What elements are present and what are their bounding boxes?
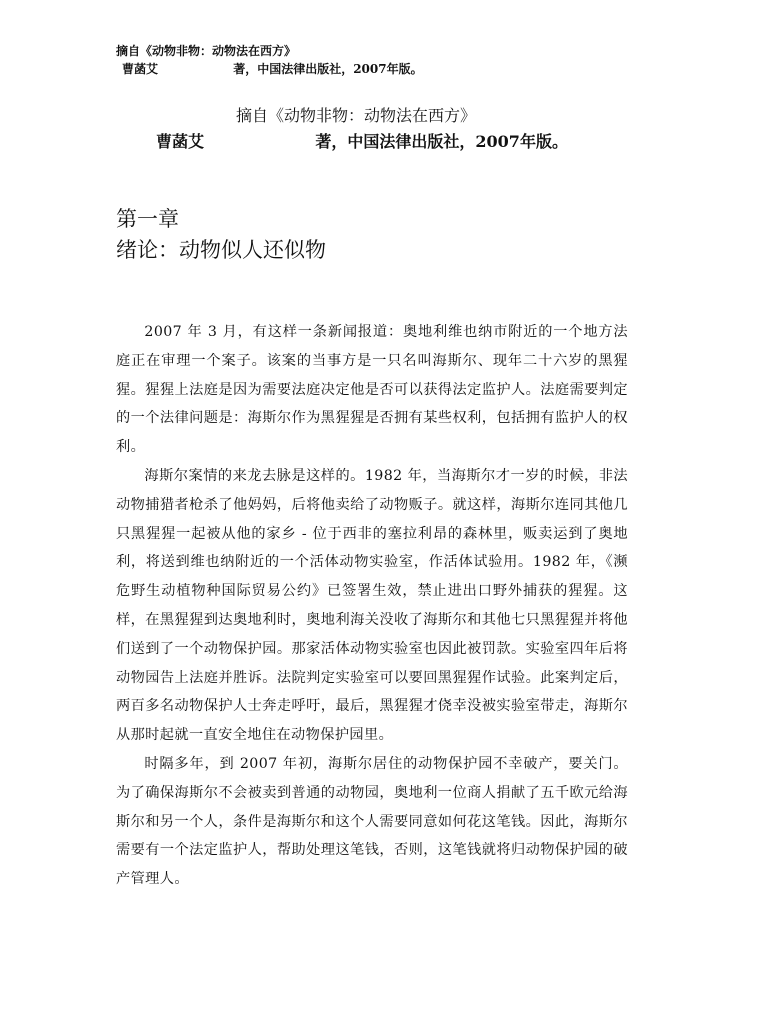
paragraph: 海斯尔案情的来龙去脉是这样的。1982 年，当海斯尔才一岁的时候，非法动物捕猎者枪杀了他妈妈，后将他卖给了动物贩子。就这样，海斯尔连同其他几只黑猩猩一起被从他的家乡 - 位于西非的塞拉利昂的森林里，贩卖运到了奥地利，将送到维也纳附近的一个活体动物实验室，作活体试验用。1982 年，《濒危野生动植物种国际贸易公约》已签署生效，禁止进出口野外捕获的猩猩。这样，在黑猩猩到达奥地利时，奥地利海关没收了海斯尔和其他七只黑猩猩并将他们送到了一个动物保护园。那家活体动物实验室也因此被罚款。实验室四年后将动物园告上法庭并胜诉。法院判定实验室可以要回黑猩猩作试验。此案判定后，两百多名动物保护人士奔走呼吁，最后，黑猩猩才侥幸没被实验室带走，海斯尔从那时起就一直安全地住在动物保护园里。 — [116, 467, 628, 744]
title-source-line: 摘自《动物非物：动物法在西方》 — [236, 106, 477, 125]
paragraph: 2007 年 3 月，有这样一条新闻报道：奥地利维也纳市附近的一个地方法庭正在审理一个案子。该案的当事方是一只名叫海斯尔、现年二十六岁的黑猩猩。猩猩上法庭是因为需要法庭决定他是否可以获得法定监护人。法庭需要判定的一个法律问题是：海斯尔作为黑猩猩是否拥有某些权利，包括拥有监护人的权利。 — [116, 324, 628, 456]
body-text — [116, 318, 628, 894]
chapter-number: 第一章 — [116, 207, 179, 231]
header-source-line: 摘自《动物非物：动物法在西方》 — [116, 44, 297, 58]
chapter-heading — [116, 204, 326, 266]
header-author-line: 曹菡艾 著，中国法律出版社，2007年版。 — [122, 62, 423, 76]
title-author-line: 曹菡艾 著，中国法律出版社，2007年版。 — [156, 132, 568, 151]
paragraph: 时隔多年，到 2007 年初，海斯尔居住的动物保护园不幸破产，要关门。为了确保海斯尔不会被卖到普通的动物园，奥地利一位商人捐献了五千欧元给海斯尔和另一个人，条件是海斯尔和这个人需要同意如何花这笔钱。因此，海斯尔需要有一个法定监护人，帮助处理这笔钱，否则，这笔钱就将归动物保护园的破产管理人。 — [116, 755, 628, 888]
running-header — [116, 42, 423, 78]
chapter-title: 绪论：动物似人还似物 — [116, 238, 326, 262]
